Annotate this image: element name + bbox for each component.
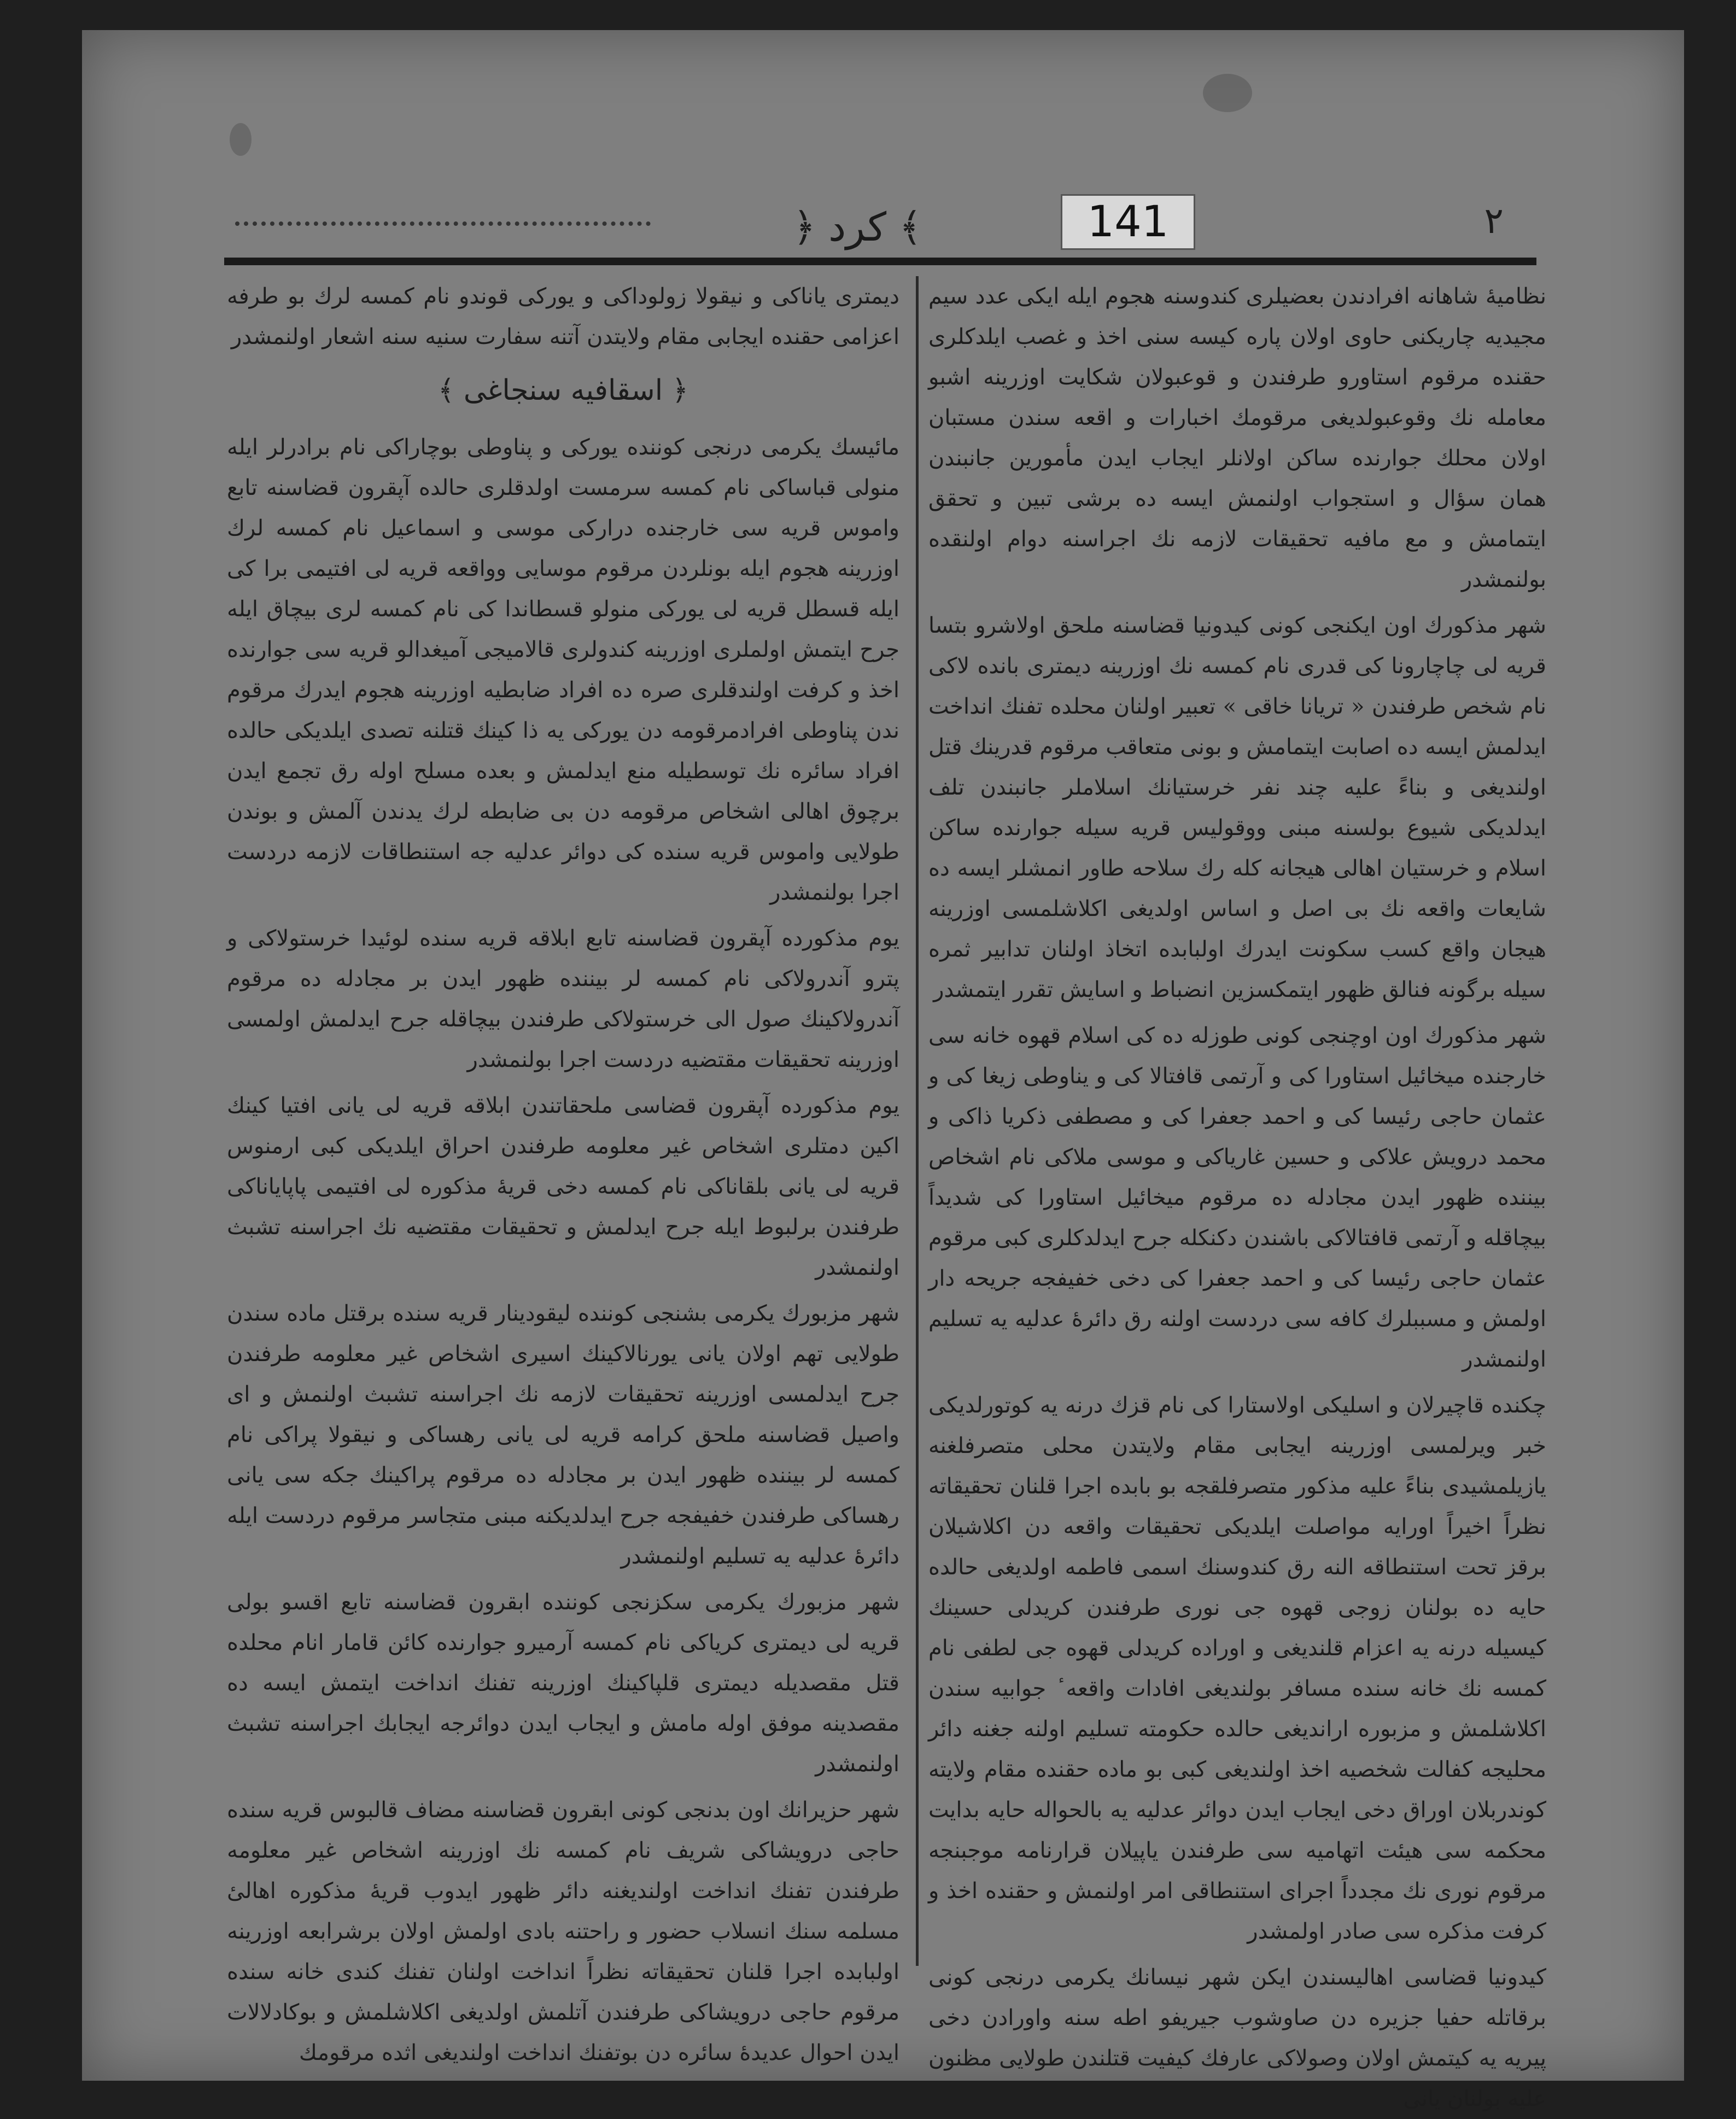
article-paragraph: یوم مذکورده آپقرون قضاسنه تابع ابلاقه قریه سنده لوئیدا خرستولاکی و پترو آندرولاکی نام کمسه لر بیننده ظهور ایدن بر مجادله ده مرقوم آندرولاکینك صول الی خرستولاکی طرفندن بیچاقله جرح ایدلمش اولمسی اوزرینه تحقیقات مقتضیه دردست اجرا بولنمشدر	[227, 926, 899, 1072]
column-divider	[916, 276, 919, 1966]
article-paragraph: شهر مزبورك یکرمی سکزنجی کوننده ابقرون قضاسنه تابع اقسو بولی قریه لی دیمتری کریاکی نام کمسه آرمیرو جوارنده کائن قامار انام محلده قتل مقصدیله دیمتری قلپاکینك اوزرینه تفنك انداخت ایتمش ایسه ده مقصدینه موفق اوله مامش و ایجاب ایدن دوائرجه ایجابك اجراسنه تشبث اولنمشدر	[227, 1590, 899, 1777]
article-paragraph: شهر مزبورك یکرمی بشنجی کوننده لیقودینار قریه سنده برقتل ماده سندن طولایی تهم اولان یانی یورنالاکینك اسیری اشخاص غیر معلومه طرفندن جرح ایدلمسی اوزرینه تحقیقات لازمه نك اجراسنه تشبث اولنمش و ای واصیل قضاسنه ملحق کرامه قریه لی یانی رهساکی و نیقولا پراکی نام کمسه لر بیننده ظهور ایدن بر مجادله ده مرقوم پراکینك جکه سی یانی رهساکی طرفندن خفیفجه جرح ایدلدیکنه مبنی متجاسر مرقوم دردست ایله دائرهٔ عدلیه یه تسلیم اولنمشدر	[227, 1301, 900, 1569]
masthead-rule	[224, 258, 1536, 265]
section-heading: ﴿ اسقافیه سنجاغی ﴾	[437, 374, 689, 407]
article-paragraph: نظامیهٔ شاهانه افرادندن بعضیلری کندوسنه هجوم ایله ایکی عدد سیم مجیدیه چاریکنی حاوی اولان پاره کیسه سنی اخذ و غصب ایلدکلری حقنده مرقوم استاورو طرفندن و قوعبولان شکایت اوزرینه اشبو معامله نك وقوعبولدیغی مرقومك اخبارات و اقعه سندن مستبان اولان محلك جوارنده ساکن اولانلر ایجاب ایدن مأمورین جانبندن همان سؤال و استجواب اولنمش ایسه ده برشی تبین و تحقق ایتمامش و مع مافیه تحقیقات لازمه نك اجراسنه دوام اولنقده بولنمشدر	[928, 284, 1546, 592]
article-paragraph: دیمتری یاناکی و نیقولا زولوداکی و یورکی قوندو نام کمسه لرك بو طرفه اعزامی حقنده ایجابی مقام ولایتدن آتنه سفارت سنیه سنه اشعار اولنمشدر	[227, 284, 899, 349]
article-paragraph: مائیسك یکرمی درنجی کوننده یورکی و پناوطی بوچاراکی نام برادرلر ایله منولی قباساکی نام کمسه سرمست اولدقلری حالده آپقرون قضاسنه تابع واموس قریه سی خارجنده درارکی موسی و اسماعیل نام کمسه لرك اوزرینه هجوم ایله بونلردن مرقوم موسایی وواقعه قریه لی افتیمی برا کی ایله قسطل قریه لی یورکی منولو قسطاندا کی نام کمسه لری بیچاق ایله جرح ایتمش اولملری اوزرینه کندولری قالامیجی آمیغدالو قریه سی جوارنده اخذ و کرفت اولندقلری صره ده افراد ضابطیه اوزرینه هجوم ایدرك مرقوم ندن پناوطی افرادمرقومه دن یورکی یه ذا کینك قتلنه تصدی ایلدیکی حالده افراد سائره نك توسطیله منع ایدلمش و بعده مسلح اوله رق تجمع ایدن برچوق اهالی اشخاص مرقومه دن بی ضابطه لرك یدندن آلمش و بوندن طولایی واموس قریه سنده کی دوائر عدلیه جه استنطاقات لازمه دردست اجرا بولنمشدر	[227, 435, 899, 905]
ink-stain	[230, 123, 252, 156]
newspaper-title: ﴾ کرد ﴿	[793, 204, 922, 250]
ink-stain	[1203, 74, 1252, 112]
right-column	[928, 276, 1546, 2111]
article-paragraph: کیدونیا قضاسی اهالیسندن ایکن شهر نیسانك یکرمی درنجی کونی برقاتله حفیا جزیره دن صاوشوب جیریفو اطه سنه واورادن دخی پیریه یه کیتمش اولان وصولاکی عارفك کیفیت قتلندن طولایی مظنون علیه بولنان یانی	[928, 1965, 1546, 2111]
article-paragraph: شهر مذکورك اون اوچنجی کونی طوزله ده کی اسلام قهوه خانه سی خارجنده میخائیل استاورا کی و آرتمی قافتالا کی و یناوطی زیغا کی و عثمان حاجی رئیسا کی و احمد جعفرا کی و مصطفی ذکریا ذاکی و محمد درویش علاکی و حسین غاریاکی و موسی ملاکی نام اشخاص بیننده ظهور ایدن مجادله ده مرقوم میخائیل استاورا کی شدیداً بیچاقله و آرتمی قافتالاکی باشندن دکنکله جرح ایدلدکلری کبی مرقوم عثمان حاجی رئیسا کی و احمد جعفرا کی دخی خفیفجه جریحه دار اولمش و مسببلرك کافه سی دردست اولنه رق دائرهٔ عدلیه یه تسلیم اولنمشدر	[928, 1023, 1546, 1372]
page-number-label: 141	[1061, 194, 1195, 250]
left-column	[227, 276, 900, 2065]
newspaper-page	[82, 30, 1684, 2111]
issue-number: ٢	[1484, 200, 1504, 242]
dotted-rule	[235, 221, 651, 226]
article-paragraph: یوم مذکورده آپقرون قضاسی ملحقاتندن ابلاقه قریه لی یانی افتیا کینك اکین دمتلری اشخاص غیر معلومه طرفندن احراق ایلدیکی کبی ارمنوس قریه لی یانی بلقاناکی نام کمسه دخی قریهٔ مذکوره لی افتیمی پاپایاناکی طرفندن برلبوط ایله جرح ایدلمش و تحقیقات مقتضیه نك اجراسنه تشبث اولنمشدر	[227, 1093, 899, 1280]
article-paragraph: چکنده قاچیرلان و اسلیکی اولاستارا کی نام قزك درنه یه کوتورلدیکی خبر ویرلمسی اوزرینه ایجابی مقام ولایتدن محلی متصرفلغنه یازیلمشیدی بناءً علیه مذکور متصرفلقجه بو بابده اجرا قلنان تحقیقاته نظراً اخیراً اورایه مواصلت ایلدیکی تحقیقات واقعه دن اکلاشیلان برقز تحت استنطاقه النه رق کندوسنك اسمی فاطمه اولدیغی حالده حایه ده بولنان زوجی قهوه جی نوری طرفندن کریدلی حسینك کیسیله درنه یه اعزام قلندیغی و اوراده کریدلی قهوه جی لطفی نام کمسه نك خانه سنده مسافر بولندیغی افادات واقعه ٔ جوابیه سندن اکلاشلمش و مزبوره اراندیغی حالده حکومته تسلیم اولنه جغنه دائر محلیجه کفالت شخصیه اخذ اولندیغی کبی بو ماده حقنده مقام ولایته کوندربلان اوراق دخی ایجاب ایدن دوائر عدلیه یه بالحواله حایه بدایت محکمه سی هیئت اتهامیه سی طرفندن یاپیلان قرارنامه موجبنجه مرقوم نوری نك مجدداً اجرای استنطاقی امر اولنمش و حقنده اخذ و کرفت مذکره سی صادر اولمشدر	[928, 1393, 1546, 1944]
article-paragraph: شهر مذکورك اون ایکنجی کونی کیدونیا قضاسنه ملحق اولاشرو بتسا قریه لی چاچارونا کی قدری نام کمسه نك اوزرینه دیمتری بانده لاکی نام شخص طرفندن « تریانا خاقی » تعبیر اولنان محلده تفنك انداخت ایدلمش ایسه ده اصابت ایتمامش و بونی متعاقب مرقوم قدرینك قتل اولندیغی و بناءً علیه چند نفر خرستیانك اسلاملر جانبندن تلف ایدلدیکی شیوع بولسنه مبنی ووقولیس قریه سیله جوارنده ساکن اسلام و خرستیان اهالی هیجانه کله رك سلاحه طاور انمشلر ایسه ده شایعات واقعه نك بی اصل و اساس اولدیغی اکلاشلمسی اوزرینه هیجان واقع کسب سکونت ایدرك اولبابده اتخاذ اولنان تدابیر ثمره سیله برگونه فنالق ظهور ایتمکسزین انضباط و اسایش تقرر ایتمشدر	[928, 613, 1546, 1002]
masthead	[224, 194, 1536, 265]
article-paragraph: شهر حزیرانك اون بدنجی کونی ابقرون قضاسنه مضاف قالبوس قریه سنده حاجی درویشاکی شریف نام کمسه نك اوزرینه اشخاص غیر معلومه طرفندن تفنك انداخت اولندیغنه دائر ظهور ایدوب قریهٔ مذکوره اهالیٔ مسلمه سنك انسلاب حضور و راحتنه بادی اولمش اولان برشرابعه اوزرینه اولبابده اجرا قلنان تحقیقاته نظراً انداخت اولنان تفنك کندی خانه سنده مرقوم حاجی درویشاکی طرفندن آتلمش اولدیغی اکلاشلمش و بوکادلالات ایدن احوال عدیدهٔ سائره دن بوتفنك انداخت اولندیغی اثده مرقومك	[227, 1797, 899, 2065]
